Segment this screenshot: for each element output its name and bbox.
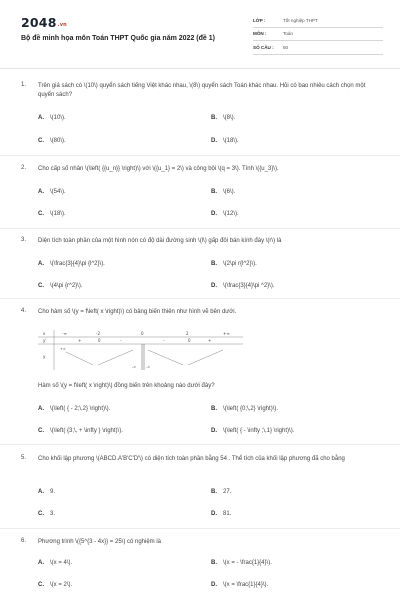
option-text: \(\left( {3;\, + \infty } \right)\). bbox=[50, 428, 123, 434]
option-c[interactable] bbox=[38, 582, 72, 588]
option-label: C. bbox=[38, 428, 44, 434]
option-c[interactable] bbox=[38, 428, 123, 434]
option-d[interactable] bbox=[211, 428, 294, 434]
option-label: D. bbox=[211, 428, 217, 434]
option-a[interactable] bbox=[38, 560, 72, 566]
y-value: -∞ bbox=[146, 365, 151, 369]
option-label: D. bbox=[211, 582, 217, 588]
meta-key: SỐ CÂU : bbox=[253, 44, 274, 50]
meta-value: Toán bbox=[283, 31, 293, 37]
option-label: A. bbox=[38, 406, 44, 412]
option-label: B. bbox=[211, 115, 217, 121]
option-text: \(18\). bbox=[223, 138, 239, 144]
arrow-down bbox=[148, 350, 183, 365]
x-value: -2 bbox=[96, 331, 100, 336]
site-logo[interactable] bbox=[21, 15, 67, 30]
option-text: \(x = \frac{1}{4}\). bbox=[223, 582, 269, 588]
option-label: A. bbox=[38, 560, 44, 566]
row-label-y: y bbox=[43, 354, 46, 359]
option-d[interactable] bbox=[211, 138, 239, 144]
question-divider bbox=[0, 528, 400, 529]
option-text: \(\frac{3}{4}\pi {l^2}\). bbox=[50, 261, 105, 267]
question-number: 2. bbox=[21, 165, 27, 171]
question-divider bbox=[0, 444, 400, 445]
option-text: \(x = 4\). bbox=[50, 560, 73, 566]
option-label: A. bbox=[38, 489, 44, 495]
question-text: Phương trình \({5^{3 - 4x}} = 25\) có nghiệm là bbox=[38, 539, 162, 545]
question-text: Trên giá sách có \(10\) quyển sách tiếng Việt khác nhau, \(8\) quyển sách Toán khác nhau. Hỏi có bao nhiêu cách chọn một quyển sách? bbox=[38, 83, 366, 98]
logo-main: 2048 bbox=[21, 15, 57, 30]
question-text: Cho cấp số nhân \(\left( {{u_n}} \right)\) với \({u_1} = 2\) và công bội \(q = 3\). Tính \({u_3}\). bbox=[38, 166, 279, 172]
option-text: \(4\pi {r^2}\). bbox=[50, 283, 83, 289]
option-label: C. bbox=[38, 511, 44, 517]
x-value: +∞ bbox=[223, 331, 230, 336]
option-text: \(\left( {0;\,2} \right)\). bbox=[223, 406, 279, 412]
question-divider bbox=[0, 298, 400, 299]
option-label: D. bbox=[211, 211, 217, 217]
option-label: A. bbox=[38, 261, 44, 267]
option-b[interactable] bbox=[211, 189, 235, 195]
option-d[interactable] bbox=[211, 283, 275, 289]
meta-row-subject bbox=[253, 28, 383, 42]
option-a[interactable] bbox=[38, 115, 66, 121]
option-label: B. bbox=[211, 406, 217, 412]
document-title: Bộ đề minh họa môn Toán THPT Quốc gia năm 2022 (đề 1) bbox=[21, 35, 215, 42]
meta-value: Tốt nghiệp THPT bbox=[283, 17, 318, 23]
question-number: 5. bbox=[21, 455, 27, 461]
option-label: C. bbox=[38, 138, 44, 144]
option-text: \(8\). bbox=[223, 115, 236, 121]
sign: - bbox=[163, 338, 165, 343]
option-c[interactable] bbox=[38, 211, 66, 217]
sign: + bbox=[208, 338, 212, 343]
variation-table-graphic bbox=[38, 330, 243, 370]
option-text: 27. bbox=[223, 489, 232, 495]
option-label: B. bbox=[211, 560, 217, 566]
option-label: B. bbox=[211, 189, 217, 195]
document-meta bbox=[253, 14, 383, 55]
option-text: \(80\). bbox=[50, 138, 66, 144]
x-value: -∞ bbox=[62, 331, 67, 336]
option-b[interactable] bbox=[211, 489, 231, 495]
option-text: 9. bbox=[50, 489, 56, 495]
meta-row-class bbox=[253, 14, 383, 28]
option-text: \(x = - \frac{1}{4}\). bbox=[223, 560, 272, 566]
y-value: -∞ bbox=[132, 365, 137, 369]
option-text: \(54\). bbox=[50, 189, 66, 195]
header-divider bbox=[0, 68, 400, 69]
question-number: 1. bbox=[21, 82, 27, 88]
y-value: +∞ bbox=[60, 347, 66, 351]
question-number: 3. bbox=[21, 237, 27, 243]
row-label-x: x bbox=[43, 331, 46, 336]
option-a[interactable] bbox=[38, 489, 55, 495]
sign: + bbox=[78, 338, 82, 343]
arrow-down bbox=[66, 352, 93, 365]
option-label: A. bbox=[38, 189, 44, 195]
option-label: D. bbox=[211, 511, 217, 517]
meta-key: LỚP : bbox=[253, 17, 266, 23]
option-a[interactable] bbox=[38, 261, 105, 267]
question-divider bbox=[0, 155, 400, 156]
option-text: \(\left( { - \infty ;\,1} \right)\). bbox=[223, 428, 295, 434]
option-label: B. bbox=[211, 261, 217, 267]
option-b[interactable] bbox=[211, 261, 257, 267]
sign: 0 bbox=[98, 338, 101, 343]
option-b[interactable] bbox=[211, 560, 272, 566]
option-d[interactable] bbox=[211, 511, 231, 517]
question-text: Cho hàm số \(y = f\left( x \right)\) có bảng biến thiên như hình vẽ bên dưới. bbox=[38, 309, 237, 315]
meta-key: MÔN : bbox=[253, 31, 267, 37]
meta-row-count bbox=[253, 41, 383, 55]
meta-value: 50 bbox=[283, 44, 289, 50]
x-value: 0 bbox=[141, 331, 144, 336]
variation-table bbox=[38, 330, 243, 370]
option-text: 3. bbox=[50, 511, 56, 517]
option-b[interactable] bbox=[211, 115, 235, 121]
sign: 0 bbox=[188, 338, 191, 343]
question-number: 6. bbox=[21, 538, 27, 544]
x-value: 2 bbox=[186, 331, 189, 336]
question-text: Cho khối lập phương \(ABCD.A'B'C'D'\) có diện tích toàn phần bằng 54 . Thể tích của khối lập phương đã cho bằng bbox=[38, 456, 345, 462]
option-c[interactable] bbox=[38, 283, 83, 289]
option-label: D. bbox=[211, 283, 217, 289]
option-c[interactable] bbox=[38, 138, 66, 144]
option-text: \(10\). bbox=[50, 115, 66, 121]
option-label: D. bbox=[211, 138, 217, 144]
option-text: \(6\). bbox=[223, 189, 236, 195]
option-label: C. bbox=[38, 211, 44, 217]
question-number: 4. bbox=[21, 308, 27, 314]
question-subtext: Hàm số \(y = f\left( x \right)\) đồng biến trên khoảng nào dưới đây? bbox=[38, 383, 215, 389]
option-c[interactable] bbox=[38, 511, 55, 517]
logo-suffix: .vn bbox=[57, 22, 67, 28]
option-d[interactable] bbox=[211, 211, 239, 217]
question-text: Diện tích toàn phần của một hình nón có độ dài đường sinh \(l\) gấp đôi bán kính đáy \(r\) là bbox=[38, 238, 282, 244]
row-label-yprime: y' bbox=[43, 338, 47, 343]
option-b[interactable] bbox=[211, 406, 278, 412]
option-text: \(\left( { - 2;\,2} \right)\). bbox=[50, 406, 111, 412]
option-text: \(\frac{3}{4}\pi ^2}\). bbox=[223, 283, 275, 289]
option-a[interactable] bbox=[38, 406, 110, 412]
document-header bbox=[0, 0, 400, 64]
option-text: \(x = 2\). bbox=[50, 582, 73, 588]
option-text: 81. bbox=[223, 511, 232, 517]
option-label: C. bbox=[38, 582, 44, 588]
option-text: \(12\). bbox=[223, 211, 239, 217]
option-a[interactable] bbox=[38, 189, 66, 195]
option-text: \(18\). bbox=[50, 211, 66, 217]
option-label: C. bbox=[38, 283, 44, 289]
option-label: A. bbox=[38, 115, 44, 121]
option-text: \(2\pi r{l^2}\). bbox=[223, 261, 257, 267]
option-d[interactable] bbox=[211, 582, 268, 588]
sign: - bbox=[120, 338, 122, 343]
option-label: B. bbox=[211, 489, 217, 495]
question-divider bbox=[0, 228, 400, 229]
arrow-up bbox=[98, 350, 133, 365]
arrow-up bbox=[188, 350, 223, 365]
